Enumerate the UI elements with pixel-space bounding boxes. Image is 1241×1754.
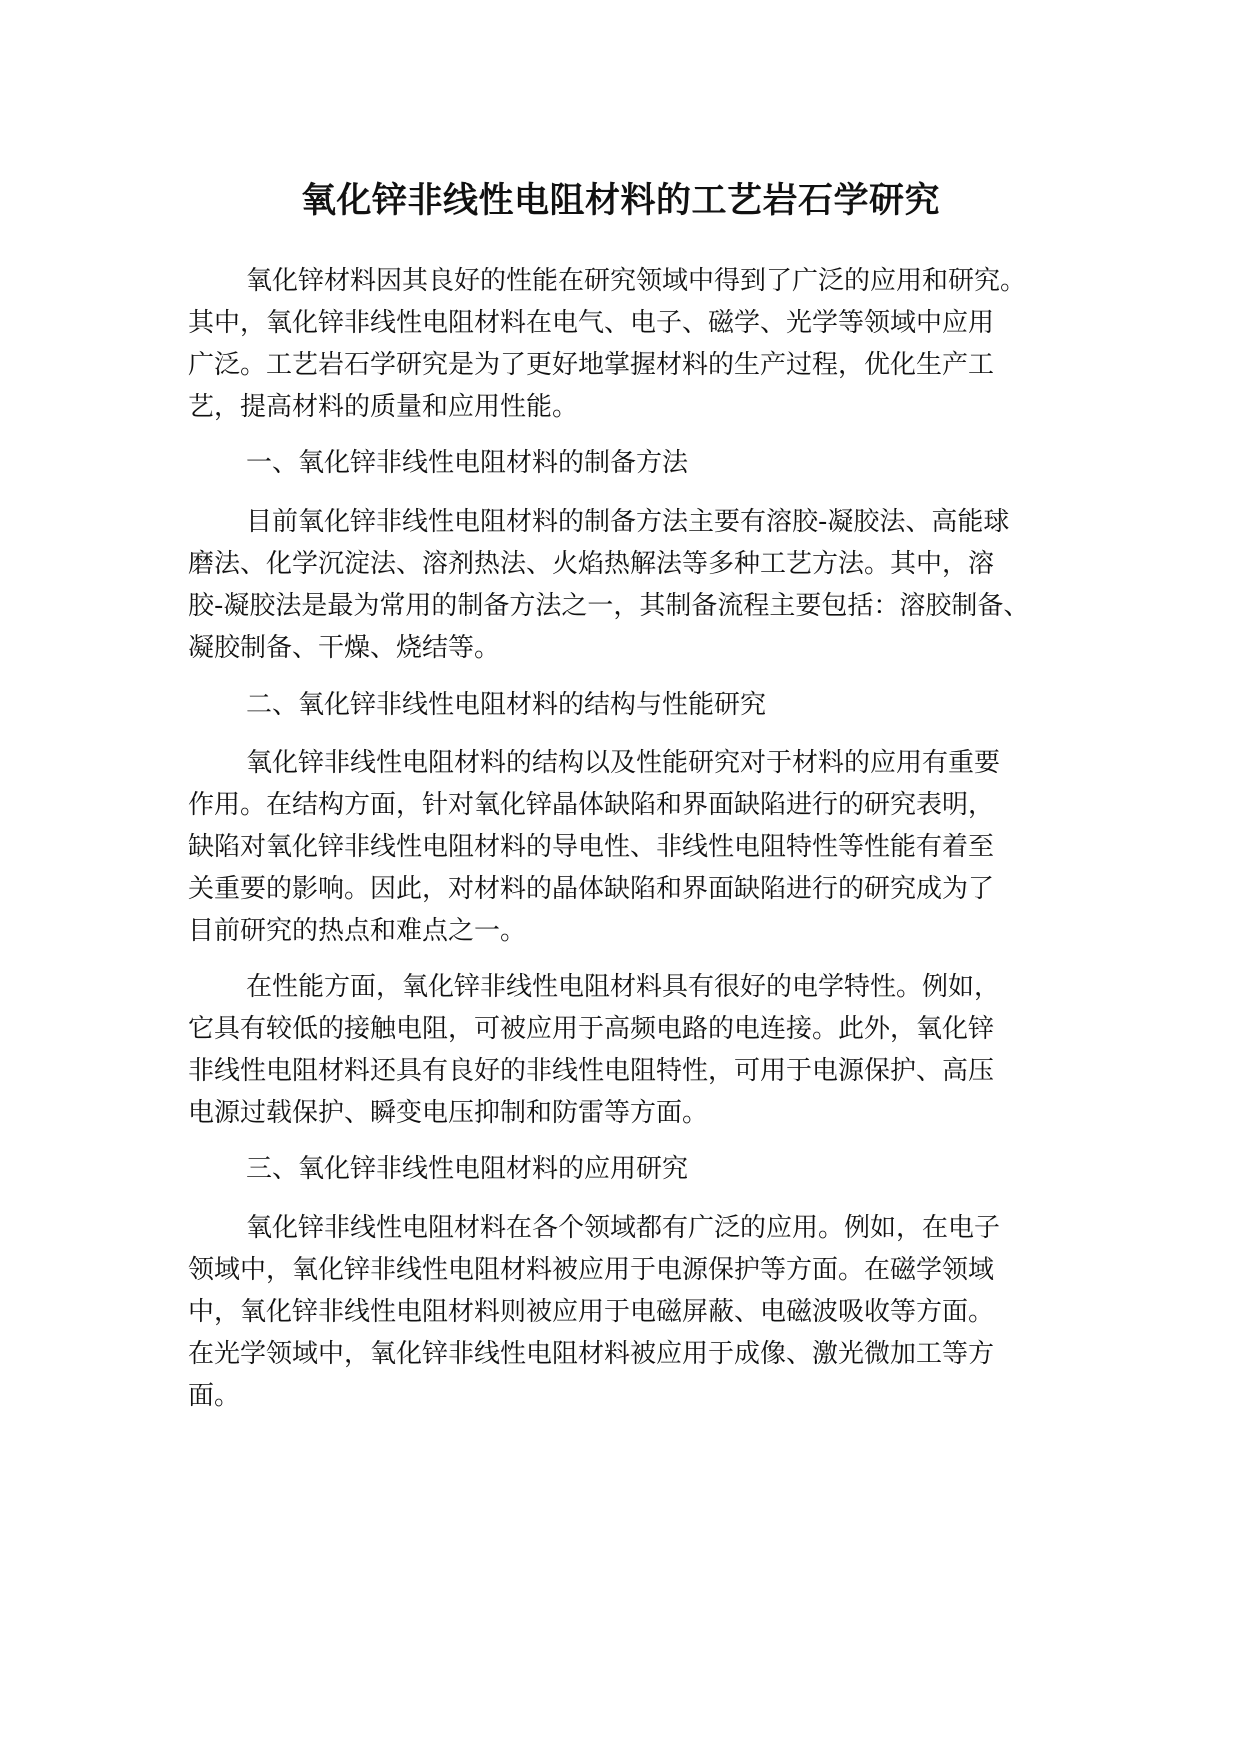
paragraph-5-line-2: 领域中，氧化锌非线性电阻材料被应用于电源保护等方面。在磁学领域: [188, 1255, 995, 1285]
paragraph-3-line-1: 氧化锌非线性电阻材料的结构以及性能研究对于材料的应用有重要: [246, 748, 1001, 778]
paragraph-2-line-2: 磨法、化学沉淀法、溶剂热法、火焰热解法等多种工艺方法。其中，溶: [188, 549, 995, 579]
paragraph-1-line-4: 艺，提高材料的质量和应用性能。: [188, 392, 579, 422]
document-title: 氧化锌非线性电阻材料的工艺岩石学研究: [300, 181, 940, 221]
paragraph-3-line-4: 关重要的影响。因此，对材料的晶体缺陷和界面缺陷进行的研究成为了: [188, 874, 995, 904]
section-heading-1: 一、氧化锌非线性电阻材料的制备方法: [246, 448, 689, 478]
paragraph-2-line-1: 目前氧化锌非线性电阻材料的制备方法主要有溶胶-凝胶法、高能球: [246, 507, 1010, 537]
paragraph-2-line-4: 凝胶制备、干燥、烧结等。: [188, 633, 501, 663]
paragraph-2-line-3: 胶-凝胶法是最为常用的制备方法之一，其制备流程主要包括：溶胶制备、: [188, 591, 1030, 621]
paragraph-1-line-3: 广泛。工艺岩石学研究是为了更好地掌握材料的生产过程，优化生产工: [188, 350, 995, 380]
paragraph-4-line-1: 在性能方面，氧化锌非线性电阻材料具有很好的电学特性。例如，: [246, 972, 1001, 1002]
paragraph-4-line-2: 它具有较低的接触电阻，可被应用于高频电路的电连接。此外，氧化锌: [188, 1014, 995, 1044]
paragraph-3-line-3: 缺陷对氧化锌非线性电阻材料的导电性、非线性电阻特性等性能有着至: [188, 832, 995, 862]
paragraph-5-line-1: 氧化锌非线性电阻材料在各个领域都有广泛的应用。例如，在电子: [246, 1213, 1001, 1243]
section-heading-2: 二、氧化锌非线性电阻材料的结构与性能研究: [246, 690, 767, 720]
paragraph-3-line-2: 作用。在结构方面，针对氧化锌晶体缺陷和界面缺陷进行的研究表明，: [188, 790, 995, 820]
paragraph-5-line-4: 在光学领域中，氧化锌非线性电阻材料被应用于成像、激光微加工等方: [188, 1339, 995, 1369]
paragraph-1-line-2: 其中，氧化锌非线性电阻材料在电气、电子、磁学、光学等领域中应用: [188, 308, 995, 338]
paragraph-3-line-5: 目前研究的热点和难点之一。: [188, 916, 527, 946]
paragraph-4-line-4: 电源过载保护、瞬变电压抑制和防雷等方面。: [188, 1098, 709, 1128]
paragraph-1-line-1: 氧化锌材料因其良好的性能在研究领域中得到了广泛的应用和研究。: [246, 266, 1027, 296]
paragraph-5-line-5: 面。: [188, 1381, 241, 1411]
paragraph-4-line-3: 非线性电阻材料还具有良好的非线性电阻特性，可用于电源保护、高压: [188, 1056, 995, 1086]
section-heading-3: 三、氧化锌非线性电阻材料的应用研究: [246, 1154, 689, 1184]
paragraph-5-line-3: 中，氧化锌非线性电阻材料则被应用于电磁屏蔽、电磁波吸收等方面。: [188, 1297, 995, 1327]
